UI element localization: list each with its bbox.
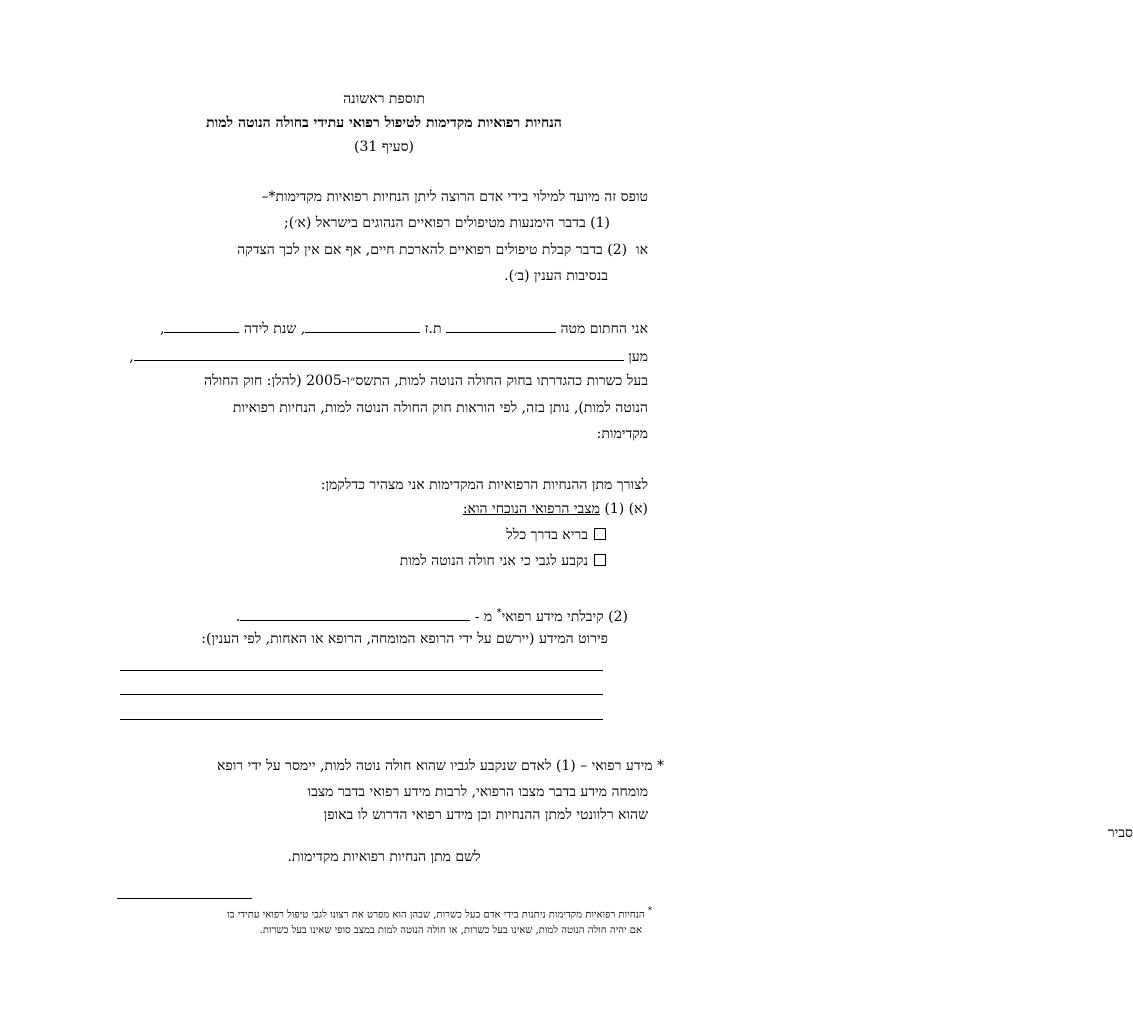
medical-info-star: * [496, 607, 502, 619]
medical-info-label: (2) קיבלתי מידע רפואי [501, 609, 628, 625]
terminal-label: נקבע לגבי כי אני חולה הנוטה למות [399, 553, 588, 569]
signer-birth-label: , שנת לידה [243, 321, 306, 337]
declaration-intro: לצורך מתן ההנחיות הרפואיות המקדימות אני מצהיר כדלקמן: [320, 477, 648, 493]
capacity-line-3: מקדימות: [596, 426, 648, 442]
capacity-line-1: בעל כשרות כהגדרתו בחוק החולה הנוטה למות, התשס״ו-2005 (להלן: חוק החולה [204, 373, 648, 389]
note-line-2: מומחה מידע בדבר מצבו הרפואי, לרבות מידע רפואי בדבר מצבו [307, 784, 648, 800]
details-line-1[interactable] [120, 670, 603, 671]
option-1-text: (1) בדבר הימנעות מטיפולים רפואיים הנהוגים בישראל (א׳); [284, 215, 610, 231]
footnote-marker: * [647, 905, 652, 915]
section-reference: (סעיף 31) [353, 139, 415, 155]
details-line-2[interactable] [120, 694, 603, 695]
medical-info-line: (2) קיבלתי מידע רפואי* מ - . [235, 607, 628, 625]
option-2-text: (2) בדבר קבלת טיפולים רפואיים להארכת חיים, אף אם אין לכך הצדקה [237, 242, 628, 258]
signer-id-label: ת.ז [424, 321, 442, 337]
option-2-prefix: או [636, 242, 648, 258]
option-terminal[interactable] [400, 552, 606, 570]
address-field[interactable] [134, 346, 624, 361]
address-label: מען [628, 349, 648, 365]
medical-status-line [463, 500, 648, 518]
footnote-line-2: אם יהיה חולה הנוטה למות, שאינו בעל כשרות, או חולה הנוטה למות במצב סופי שאינו בעל כשרות. [259, 925, 642, 936]
option-2-continuation: בנסיבות הענין (ב׳). [504, 268, 608, 284]
details-line-3[interactable] [120, 719, 603, 720]
note-line-5: לשם מתן הנחיות רפואיות מקדימות. [287, 849, 481, 865]
footnote-line-1: * הנחיות רפואיות מקדימות ניתנות בידי אדם בעל כשרות, שבהן הוא מפרט את רצונו לגבי טיפול רפואי עתידי בו [227, 905, 652, 921]
address-line: מען , [129, 346, 648, 366]
note-line-3: שהוא רלוונטי למתן ההנחיות וכן מידע רפואי הדרוש לו באופן [323, 807, 648, 823]
appendix-heading: תוספת ראשונה [343, 91, 425, 107]
signer-line: אני החתום מטה ת.ז , שנת לידה , [160, 318, 648, 338]
note-line-1: * מידע רפואי – (1) לאדם שנקבע לגביו שהוא חולה נוטה למות, יימסר על ידי רופא [216, 758, 664, 774]
signer-name-label: אני החתום מטה [560, 321, 648, 337]
signer-name-field[interactable] [446, 318, 556, 333]
form-purpose: טופס זה מיועד למילוי בידי אדם הרוצה ליתן הנחיות רפואיות מקדימות*– [261, 189, 648, 205]
signer-id-field[interactable] [305, 318, 420, 333]
option-2-line [237, 241, 648, 259]
medical-info-source-field[interactable] [240, 606, 470, 621]
terminal-checkbox[interactable] [594, 554, 606, 566]
item-a-prefix: (א) (1) [604, 501, 648, 517]
capacity-line-2: הנוטה למות), נותן בזה, לפי הוראות חוק החולה הנוטה למות, הנחיות רפואיות [232, 400, 648, 416]
healthy-checkbox[interactable] [594, 528, 606, 540]
option-healthy[interactable] [506, 526, 606, 544]
medical-status-label: מצבי הרפואי הנוכחי הוא: [462, 501, 600, 517]
details-label: פירוט המידע (יירשם על ידי הרופא המומחה, הרופא או האחות, לפי הענין): [201, 631, 608, 647]
medical-info-from: מ - [474, 609, 493, 625]
note-line-4: סביר [1107, 825, 1133, 841]
footnote-separator [117, 898, 252, 899]
healthy-label: בריא בדרך כלל [506, 527, 588, 543]
birth-year-field[interactable] [164, 318, 239, 333]
form-title: הנחיות רפואיות מקדימות לטיפול רפואי עתידי בחולה הנוטה למות [206, 115, 562, 131]
